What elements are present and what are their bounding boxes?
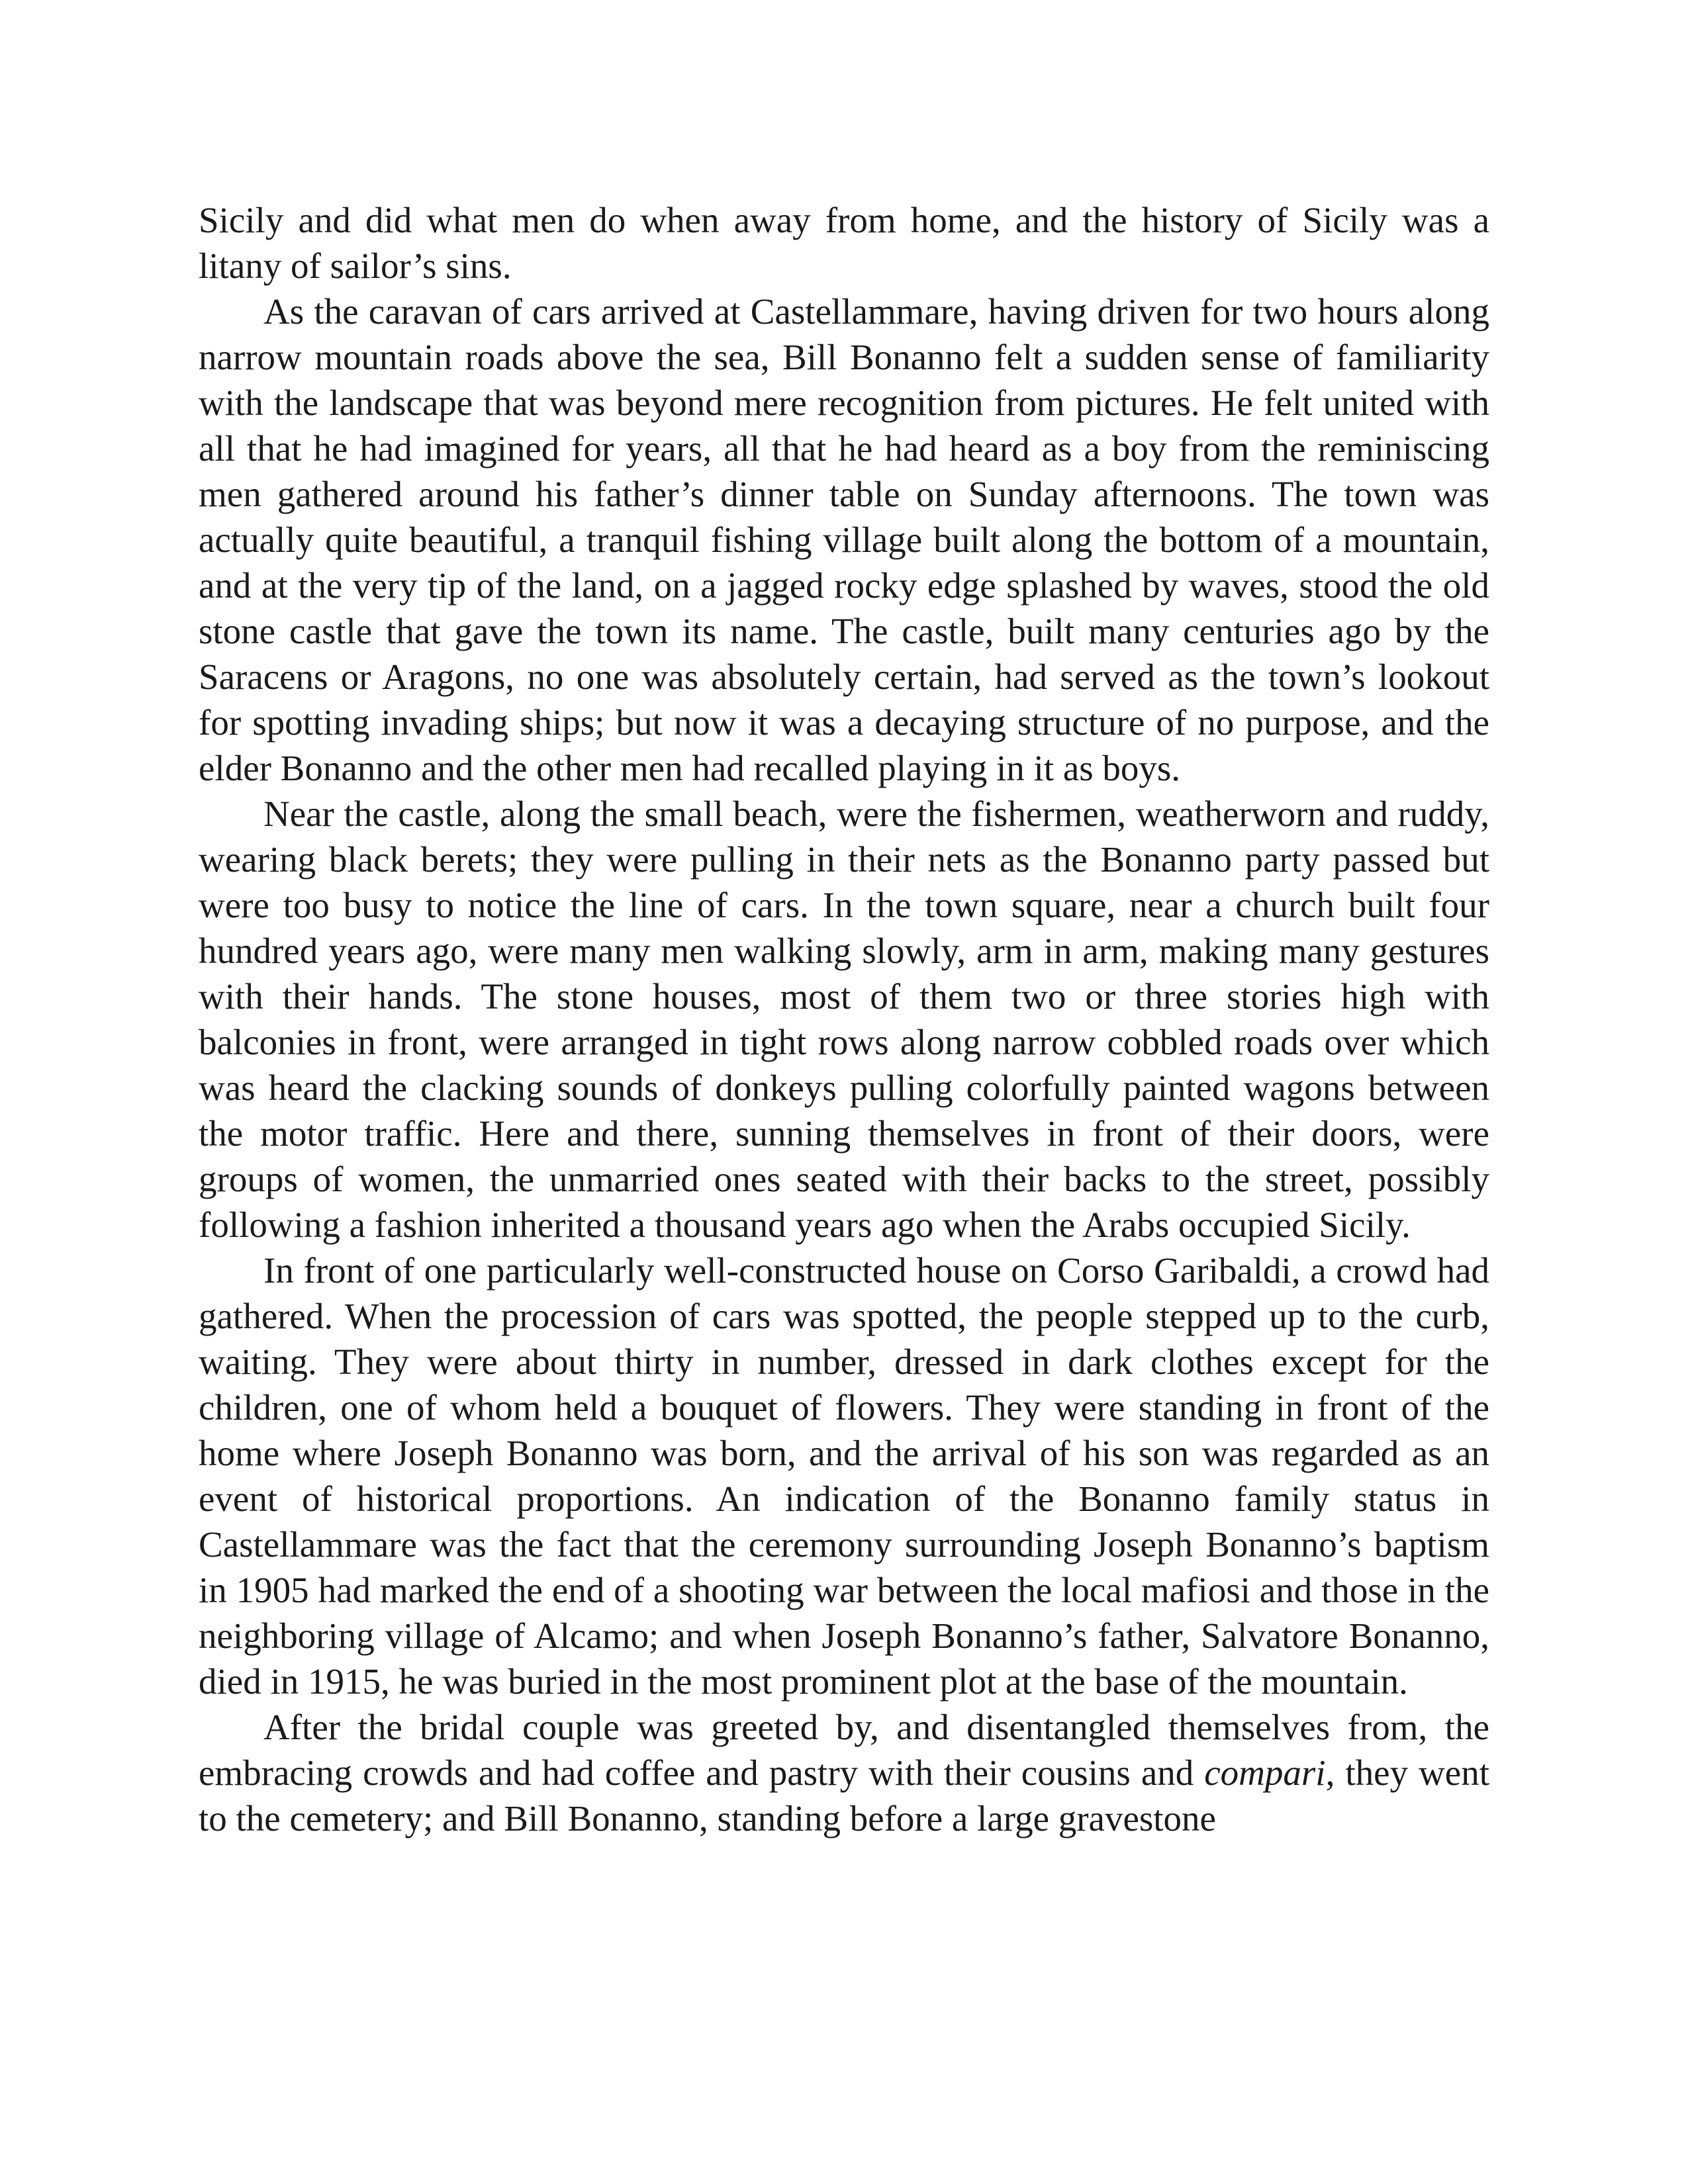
italic-term-compari: compari — [1204, 1752, 1326, 1793]
paragraph-text-before-italic: After the bridal couple was greeted by, and disentangled themselves from, the embracing crowds and had coffee and pastry with their cousins and — [199, 1707, 1489, 1793]
paragraph-cemetery-visit — [199, 1704, 1489, 1841]
document-page — [199, 197, 1489, 1841]
paragraph-arrival-castellammare: As the caravan of cars arrived at Castellammare, having driven for two hours along narrow mountain roads above the sea, Bill Bonanno felt a sudden sense of familiarity with the landscape that was beyond mere recognition from pictures. He felt united with all that he had imagined for years, all that he had heard as a boy from the reminiscing men gathered around his father’s dinner table on Sunday afternoons. The town was actually quite beautiful, a tranquil fishing village built along the bottom of a mountain, and at the very tip of the land, on a jagged rocky edge splashed by waves, stood the old stone castle that gave the town its name. The castle, built many centuries ago by the Saracens or Aragons, no one was absolutely certain, had served as the town’s lookout for spotting invading ships; but now it was a decaying structure of no purpose, and the elder Bonanno and the other men had recalled playing in it as boys. — [199, 291, 1489, 788]
paragraph-continued: Sicily and did what men do when away from home, and the history of Sicily was a litany of sailor’s sins. — [199, 200, 1489, 286]
paragraph-fishermen-town-square: Near the castle, along the small beach, were the fishermen, weatherworn and ruddy, wearing black berets; they were pulling in their nets as the Bonanno party passed but were too busy to notice the line of cars. In the town square, near a church built four hundred years ago, were many men walking slowly, arm in arm, making many gestures with their hands. The stone houses, most of them two or three stories high with balconies in front, were arranged in tight rows along narrow cobbled roads over which was heard the clacking sounds of donkeys pulling colorfully painted wagons between the motor traffic. Here and there, sunning themselves in front of their doors, were groups of women, the unmarried ones seated with their backs to the street, possibly following a fashion inherited a thousand years ago when the Arabs occupied Sicily. — [199, 794, 1489, 1245]
paragraph-corso-garibaldi-crowd: In front of one particularly well-constructed house on Corso Garibaldi, a crowd had gathered. When the procession of cars was spotted, the people stepped up to the curb, waiting. They were about thirty in number, dressed in dark clothes except for the children, one of whom held a bouquet of flowers. They were standing in front of the home where Joseph Bonanno was born, and the arrival of his son was regarded as an event of historical proportions. An indication of the Bonanno family status in Castellammare was the fact that the ceremony surrounding Joseph Bonanno’s baptism in 1905 had marked the end of a shooting war between the local mafiosi and those in the neighboring village of Alcamo; and when Joseph Bonanno’s father, Salvatore Bonanno, died in 1915, he was buried in the most prominent plot at the base of the mountain. — [199, 1250, 1489, 1702]
paragraph-text-after-italic: , they went to the cemetery; and Bill Bonanno, standing before a large gravestone — [199, 1752, 1490, 1839]
